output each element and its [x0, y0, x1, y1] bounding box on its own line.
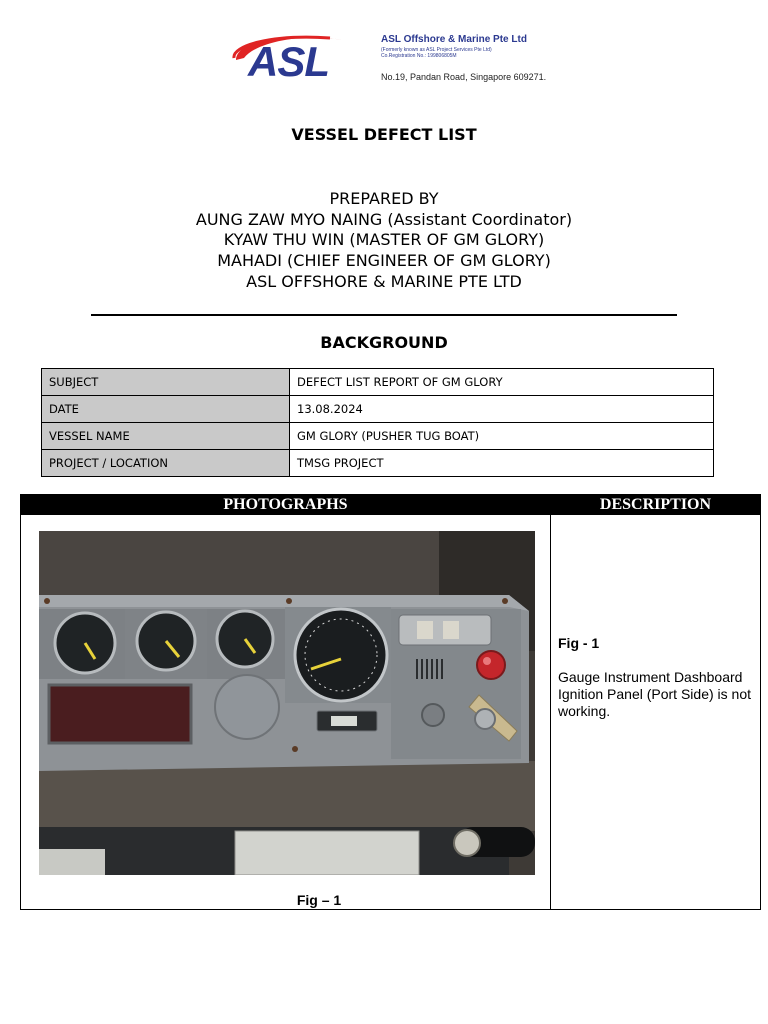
- preparer-line: KYAW THU WIN (MASTER OF GM GLORY): [223, 230, 545, 250]
- table-cell-label: VESSEL NAME: [42, 423, 290, 450]
- asl-logo: [230, 30, 376, 80]
- company-info: [381, 35, 546, 82]
- prepared-by-heading: PREPARED BY: [329, 189, 439, 208]
- company-address: No.19, Pandan Road, Singapore 609271.: [381, 72, 547, 82]
- defect-description: Gauge Instrument Dashboard Ignition Panel (Port Side) is not working.: [558, 669, 751, 719]
- registration-number: Co.Registration No.: 199806805M: [381, 53, 457, 59]
- company-name: ASL Offshore & Marine Pte Ltd: [381, 34, 527, 45]
- former-name: (Formerly known as ASL Project Services Pte Ltd): [381, 47, 492, 53]
- preparer-line: ASL OFFSHORE & MARINE PTE LTD: [246, 271, 522, 291]
- photographs-header: PHOTOGRAPHS: [21, 495, 550, 515]
- background-heading: BACKGROUND: [320, 333, 448, 352]
- table-row: [42, 369, 714, 396]
- preparer-line: AUNG ZAW MYO NAING (Assistant Coordinator): [195, 209, 573, 229]
- table-cell-label: SUBJECT: [42, 369, 290, 396]
- description-header: DESCRIPTION: [551, 495, 760, 515]
- table-cell-value: DEFECT LIST REPORT OF GM GLORY: [290, 369, 714, 396]
- table-cell-value: 13.08.2024: [290, 396, 714, 423]
- svg-text:ASL: ASL: [248, 38, 329, 80]
- background-table: [41, 368, 714, 477]
- table-cell-label: PROJECT / LOCATION: [42, 450, 290, 477]
- table-row: [42, 450, 714, 477]
- preparer-line: MAHADI (CHIEF ENGINEER OF GM GLORY): [217, 251, 551, 271]
- column-divider: [550, 495, 551, 909]
- table-cell-label: DATE: [42, 396, 290, 423]
- prepared-by-block: [0, 189, 768, 293]
- dashboard-panel-photo: [39, 531, 535, 875]
- table-row: [42, 396, 714, 423]
- table-cell-value: TMSG PROJECT: [290, 450, 714, 477]
- figure-caption: Fig – 1: [296, 892, 342, 908]
- table-cell-value: GM GLORY (PUSHER TUG BOAT): [290, 423, 714, 450]
- table-row: [42, 423, 714, 450]
- defect-table: [20, 494, 761, 910]
- divider: [91, 314, 677, 316]
- figure-label: Fig - 1: [558, 635, 600, 651]
- document-title: VESSEL DEFECT LIST: [291, 125, 477, 144]
